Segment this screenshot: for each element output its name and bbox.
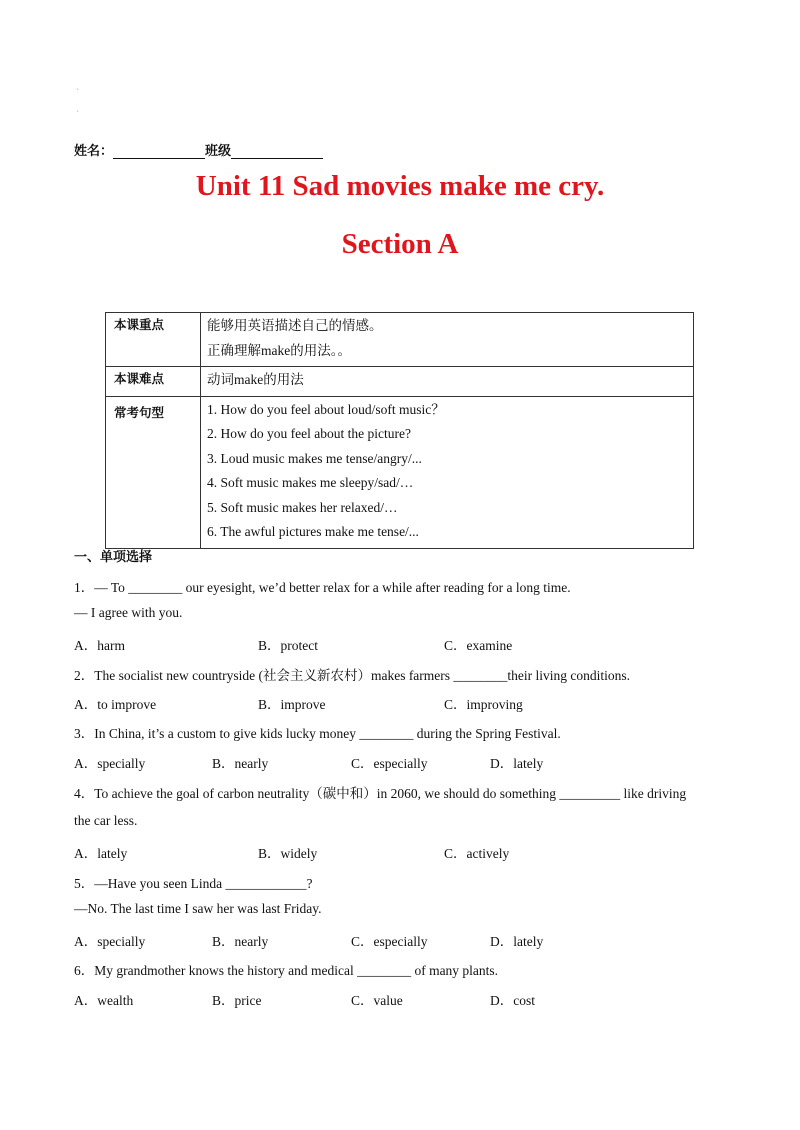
question-text: 6．My grandmother knows the history and medical ________ of many plants. [74,963,499,978]
option-d[interactable]: D．cost [490,993,535,1008]
option-a[interactable]: A．to improve [74,697,157,712]
question-text: 3．In China, it’s a custom to give kids lucky money ________ during the Spring Festival. [74,726,561,741]
option-d[interactable]: D．lately [490,934,544,949]
row-line: 正确理解make的用法。。 [207,342,351,358]
option-d[interactable]: D．lately [490,756,544,771]
class-blank[interactable] [231,146,323,159]
question-text: —No. The last time I saw her was last Friday. [74,901,322,916]
section-heading: 一、单项选择 [74,550,153,565]
option-b[interactable]: B．nearly [212,934,269,949]
section-title: Section A [341,228,459,260]
table-row [106,367,694,397]
question-text: 2．The socialist new countryside (社会主义新农村）makes farmers ________their living conditions. [74,668,631,683]
name-blank[interactable] [113,146,205,159]
row-content [201,396,694,548]
name-label: 姓名： [74,144,114,159]
row-line: 4. Soft music makes me sleepy/sad/… [207,475,414,490]
class-label: 班级 [205,144,232,159]
row-line: 6. The awful pictures make me tense/... [207,524,419,539]
option-a[interactable]: A．specially [74,934,146,949]
option-b[interactable]: B．price [212,993,262,1008]
option-b[interactable]: B．widely [258,846,318,861]
option-a[interactable]: A．lately [74,846,128,861]
key-points-table [105,312,694,549]
row-line: 2. How do you feel about the picture? [207,426,411,441]
table-row [106,313,694,367]
row-line: 1. How do you feel about loud/soft music？ [207,401,445,417]
row-content [201,367,694,397]
unit-title: Unit 11 Sad movies make me cry. [195,170,605,202]
row-content [201,313,694,367]
option-b[interactable]: B．protect [258,638,318,653]
name-class-line [74,140,323,159]
question-text: 1．— To ________ our eyesight, we’d better relax for a while after reading for a long time. [74,580,571,595]
option-c[interactable]: C．actively [444,846,510,861]
question-text: the car less. [74,813,138,828]
stray-mark: ` [76,110,80,119]
question-text: — I agree with you. [74,605,183,620]
row-label: 本课难点 [106,367,201,397]
row-line: 5. Soft music makes her relaxed/… [207,499,398,515]
row-line: 能够用英语描述自己的情感。 [207,318,383,333]
option-b[interactable]: B．improve [258,697,326,712]
row-label: 本课重点 [106,313,201,367]
option-c[interactable]: C．especially [351,934,428,949]
option-c[interactable]: C．improving [444,697,523,712]
option-c[interactable]: C．especially [351,756,428,771]
option-c[interactable]: C．value [351,993,403,1008]
question-text: 4．To achieve the goal of carbon neutrality（碳中和）in 2060, we should do something _________ like driving [74,786,687,801]
row-line: 3. Loud music makes me tense/angry/... [207,450,422,466]
option-a[interactable]: A．specially [74,756,146,771]
row-line: 动词make的用法 [207,372,304,387]
option-a[interactable]: A．harm [74,638,125,653]
option-b[interactable]: B．nearly [212,756,269,771]
option-c[interactable]: C．examine [444,638,513,653]
stray-mark: ` [76,88,80,97]
question-text: 5．—Have you seen Linda ____________? [74,876,313,891]
table-row [106,396,694,548]
row-label: 常考句型 [106,396,201,548]
option-a[interactable]: A．wealth [74,993,134,1008]
